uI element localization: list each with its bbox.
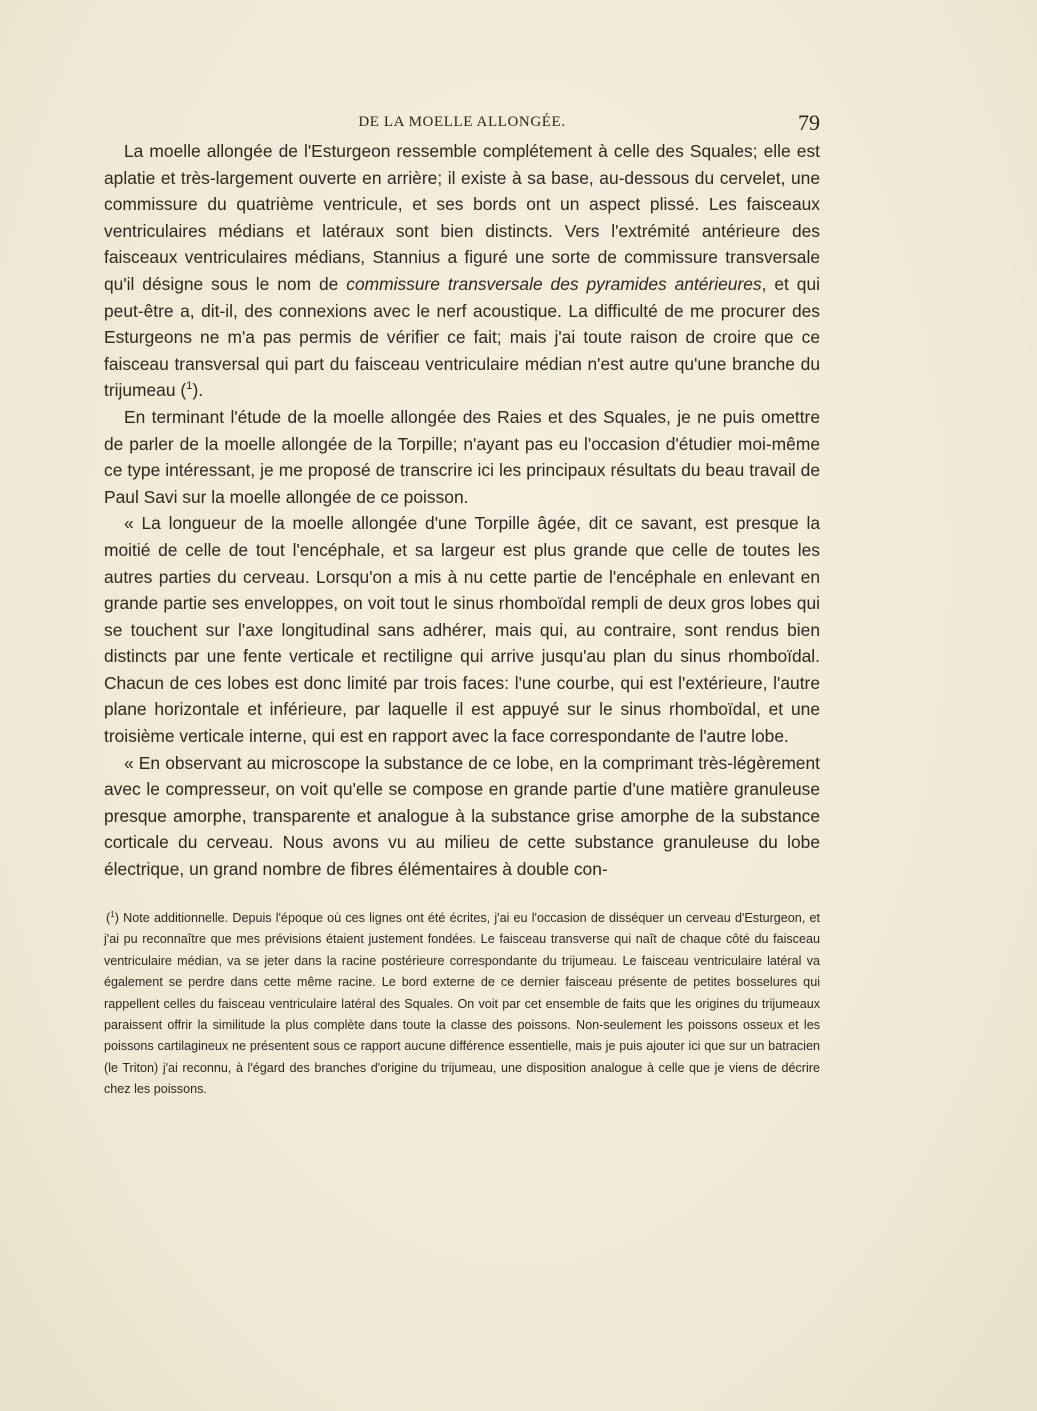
italic-term: commissure transversale des pyramides antérieures [346,273,762,294]
paragraph-torpille-intro: En terminant l'étude de la moelle allongée des Raies et des Squales, je ne puis omettre de parler de la moelle allongée de la Torpille; n'ayant pas eu l'occasion d'étudier moi-même ce type intéressant, je me proposé de transcrire ici les principaux résultats du beau travail de Paul Savi sur la moelle allongée de ce poisson. [104,406,820,507]
running-title: DE LA MOELLE ALLONGÉE. [358,114,566,130]
paragraph-savi-quote-2: « En observant au microscope la substance de ce lobe, en la comprimant très-légèrement avec le compresseur, on voit qu'elle se compose en grande partie d'une matière granuleuse presque amorphe, transparente et analogue à la substance grise amorphe de la substance corticale du cerveau. Nous avons vu au milieu de cette substance granuleuse du lobe électrique, un grand nombre de fibres élémentaires à double con- [104,752,820,880]
main-text [104,138,820,883]
footnote-reference: 1 [186,380,193,393]
footnote: ($^1$) Note additionnelle. Depuis l'époque où ces lignes ont été écrites, j'ai eu l'occasion de disséquer un cerveau d'Esturgeon, et j'ai pu reconnaître que mes prévisions étaient justement fondées. Le faisceau transverse qui naît de chaque côté du faisceau ventriculaire médian, va se jeter dans la racine postérieure correspondante du trijumeau. Le faisceau ventriculaire latéral va également se perdre dans cette même racine. Le bord externe de ce dernier faisceau présente de petites bosselures qui rappellent celles du faisceau ventriculaire latéral des Squales. On voit par cet ensemble de faits que les origines du trijumeaux paraissent offrir la similitude la plus complète dans toute la classe des poissons. Non-seulement les poissons osseux et les poissons cartilagineux ne présentent sous ce rapport aucune différence essentielle, mais je puis ajouter ici que sur un batracien (le Triton) j'ai reconnu, à l'égard des branches d'origine du trijumeau, une disposition analogue à celle que je viens de décrire chez les poissons. [104,909,821,1097]
footnote-marker: 1 [110,909,115,919]
paragraph-savi-quote-1: « La longueur de la moelle allongée d'une Torpille âgée, dit ce savant, est presque la moitié de celle de tout l'encéphale, et sa largeur est plus grande que celle de toutes les autres parties du cerveau. Lorsqu'on a mis à nu cette partie de l'encéphale en enlevant en grande partie ses enveloppes, on voit tout le sinus rhomboïdal rempli de deux gros lobes qui se touchent sur l'axe longitudinal sans adhérer, mais qui, au contraire, sont rendus bien distincts par une fente verticale et rectiligne qui arrive jusqu'au plan du sinus rhomboïdal. Chacun de ces lobes est donc limité par trois faces: l'une courbe, qui est l'extérieure, l'autre plane horizontale et inférieure, par laquelle il est appuyé sur le sinus rhomboïdal, et une troisième verticale interne, qui est en rapport avec la face correspondante de l'autre lobe. [104,513,820,747]
page-header [104,110,820,138]
paragraph-text: , et qui peut-être a, dit-il, des connexions avec le nerf acoustique. La difficulté de me procurer des Esturgeons ne m'a pas permis de vérifier ce fait; mais j'ai toute raison de croire que ce faisceau transversal qui part du faisceau ventriculaire médian n'est autre qu'une branche du trijumeau ( [104,273,820,401]
paragraph-text: La moelle allongée de l'Esturgeon ressemble complétement à celle des Squales; elle est aplatie et très-largement ouverte en arrière; il existe à sa base, au-dessous du cervelet, une commissure du quatrième ventricule, et ses bords ont un aspect plissé. Les faisceaux ventriculaires médians et latéraux sont bien distincts. Vers l'extrémité antérieure des faisceaux ventriculaires médians, Stannius a figuré une sorte de commissure transversale qu'il désigne sous le nom de [104,141,820,294]
paragraph-esturgeon [104,138,820,404]
page-number: 79 [798,110,820,135]
footnote-text: Note additionnelle. Depuis l'époque où ces lignes ont été écrites, j'ai eu l'occasion de disséquer un cerveau d'Esturgeon, et j'ai pu reconnaître que mes prévisions étaient justement fondées. Le faisceau transverse qui naît de chaque côté du faisceau ventriculaire médian, va se jeter dans la racine postérieure correspondante du trijumeau. Le faisceau ventriculaire latéral va également se perdre dans cette même racine. Le bord externe de ce dernier faisceau présente de petites bosselures qui rappellent celles du faisceau ventriculaire latéral des Squales. On voit par cet ensemble de faits que les origines du trijumeaux paraissent offrir la similitude la plus complète dans toute la classe des poissons. Non-seulement les poissons osseux et les poissons cartilagineux ne présentent sous ce rapport aucune différence essentielle, mais je puis ajouter ici que sur un batracien (le Triton) j'ai reconnu, à l'égard des branches d'origine du trijumeau, une disposition analogue à celle que je viens de décrire chez les poissons. [104,911,821,1097]
paragraph-text: ). [192,380,204,401]
